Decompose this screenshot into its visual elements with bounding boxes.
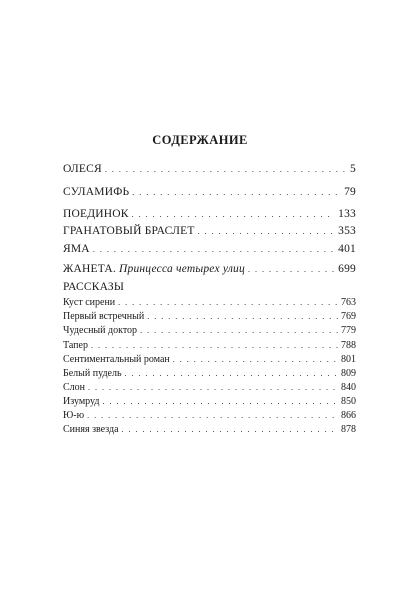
- story-entry: [63, 396, 356, 407]
- toc-entry-subtitle: Принцесса четырех улиц: [118, 263, 245, 275]
- story-label: Слон: [63, 382, 86, 393]
- leader-dots: [88, 383, 338, 392]
- toc-entry-label: СУЛАМИФЬ: [63, 186, 130, 198]
- toc-entry-yama: [63, 243, 356, 255]
- leader-dots: [173, 355, 338, 364]
- story-entry: [63, 311, 356, 322]
- story-entry: [63, 368, 356, 379]
- leader-dots: [132, 188, 341, 197]
- toc-entry-page: 401: [338, 243, 356, 255]
- story-label: Изумруд: [63, 396, 100, 407]
- story-label: Ю-ю: [63, 410, 85, 421]
- story-entry: [63, 297, 356, 308]
- story-entry: [63, 424, 356, 435]
- toc-entry-label: ПОЕДИНОК: [63, 208, 129, 220]
- story-label: Синяя звезда: [63, 424, 119, 435]
- story-entry: [63, 410, 356, 421]
- story-entry: [63, 325, 356, 336]
- story-entry: [63, 354, 356, 365]
- story-page: 878: [341, 424, 356, 435]
- story-label: Сентиментальный роман: [63, 354, 170, 365]
- toc-entry-page: 353: [338, 225, 356, 237]
- leader-dots: [105, 165, 347, 174]
- story-page: 763: [341, 297, 356, 308]
- leader-dots: [248, 265, 335, 274]
- story-page: 779: [341, 325, 356, 336]
- story-label: Куст сирени: [63, 297, 116, 308]
- page-title: СОДЕРЖАНИЕ: [152, 133, 248, 147]
- story-label: Тапер: [63, 340, 88, 351]
- toc-entry-label: ОЛЕСЯ: [63, 163, 102, 175]
- story-label: Чудесный доктор: [63, 325, 138, 336]
- toc-entry-olesya: [63, 163, 356, 175]
- toc-entry-page: 5: [350, 163, 356, 175]
- leader-dots: [93, 245, 335, 254]
- toc-entry-page: 79: [344, 186, 356, 198]
- story-page: 809: [341, 368, 356, 379]
- leader-dots: [132, 210, 335, 219]
- story-entry: [63, 382, 356, 393]
- leader-dots: [118, 298, 338, 307]
- story-page: 801: [341, 354, 356, 365]
- story-page: 769: [341, 311, 356, 322]
- leader-dots: [91, 341, 338, 350]
- story-page: 788: [341, 340, 356, 351]
- toc-entry-granatovyi-braslet: [63, 225, 356, 237]
- story-page: 850: [341, 396, 356, 407]
- leader-dots: [125, 369, 338, 378]
- story-entry: [63, 340, 356, 351]
- toc-entry-poedinok: [63, 208, 356, 220]
- toc-entry-page: 133: [338, 208, 356, 220]
- toc-entry-label: ГРАНАТОВЫЙ БРАСЛЕТ: [63, 225, 195, 237]
- toc-entry-sulamif: [63, 186, 356, 198]
- section-heading-stories: РАССКАЗЫ: [63, 281, 125, 293]
- toc-entry-label: ЖАНЕТА.: [63, 263, 116, 275]
- story-label: Белый пудель: [63, 368, 122, 379]
- story-page: 866: [341, 410, 356, 421]
- story-page: 840: [341, 382, 356, 393]
- toc-entry-label: ЯМА: [63, 243, 90, 255]
- toc-entry-page: 699: [338, 263, 356, 275]
- leader-dots: [122, 425, 338, 434]
- leader-dots: [87, 411, 338, 420]
- leader-dots: [198, 227, 336, 236]
- leader-dots: [102, 397, 338, 406]
- toc-entry-zhaneta: [63, 263, 356, 275]
- leader-dots: [140, 326, 338, 335]
- leader-dots: [147, 312, 338, 321]
- story-label: Первый встречный: [63, 311, 145, 322]
